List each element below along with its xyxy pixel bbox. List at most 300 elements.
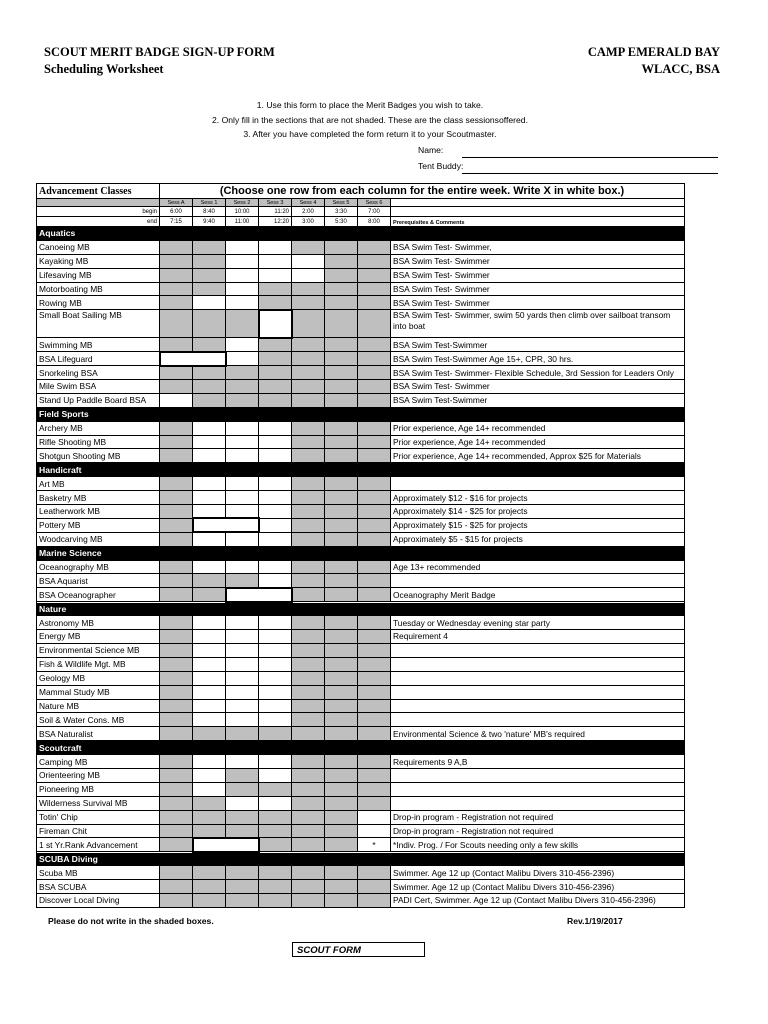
session-box[interactable]: [259, 491, 292, 505]
session-box[interactable]: [226, 352, 259, 366]
class-name: Fish & Wildlife Mgt. MB: [37, 657, 160, 671]
shaded-session-box: [160, 643, 193, 657]
table-row: [37, 268, 685, 282]
shaded-session-box: [358, 574, 391, 588]
session-box[interactable]: [226, 240, 259, 254]
prerequisite-note: Tuesday or Wednesday evening star party: [391, 616, 685, 630]
prerequisite-note: BSA Swim Test- Swimmer- Flexible Schedule, 3rd Session for Leaders Only: [391, 366, 685, 380]
class-name: Mile Swim BSA: [37, 380, 160, 394]
class-name: Soil & Water Cons. MB: [37, 713, 160, 727]
shaded-session-box: [160, 893, 193, 907]
class-name: Camping MB: [37, 755, 160, 769]
shaded-session-box: [259, 380, 292, 394]
shaded-session-box: [259, 824, 292, 838]
class-name: Mammal Study MB: [37, 685, 160, 699]
table-row: [37, 352, 685, 366]
prerequisite-note: Oceanography Merit Badge: [391, 588, 685, 602]
shaded-session-box: [325, 352, 358, 366]
shaded-session-box: [160, 768, 193, 782]
prerequisite-note: Approximately $14 - $25 for projects: [391, 505, 685, 519]
shaded-session-box: [325, 393, 358, 407]
begin-time: 2:00: [292, 207, 325, 217]
class-name: Rowing MB: [37, 296, 160, 310]
shaded-session-box: [226, 310, 259, 338]
session-box[interactable]: [193, 435, 226, 449]
session-box[interactable]: [193, 755, 226, 769]
shaded-session-box: [358, 505, 391, 519]
shaded-session-box: [358, 727, 391, 741]
session-box[interactable]: [259, 671, 292, 685]
shaded-session-box: [292, 491, 325, 505]
shaded-session-box: [325, 685, 358, 699]
shaded-session-box: [358, 393, 391, 407]
session-box[interactable]: [358, 810, 391, 824]
session-box[interactable]: [226, 796, 259, 810]
shaded-session-box: [292, 713, 325, 727]
shaded-session-box: [325, 477, 358, 491]
prerequisite-note: [391, 768, 685, 782]
instruction-line: 2. Only fill in the sections that are not shaded. These are the class sessionsoffered.: [212, 114, 528, 125]
session-box[interactable]: [193, 421, 226, 435]
shaded-session-box: [292, 380, 325, 394]
session-box[interactable]: [226, 755, 259, 769]
session-box[interactable]: [259, 713, 292, 727]
session-header-blank: [391, 199, 685, 207]
shaded-session-box: [292, 477, 325, 491]
category-row: [37, 741, 685, 755]
class-name: Snorkeling BSA: [37, 366, 160, 380]
session-box[interactable]: [193, 491, 226, 505]
begin-time: 3:30: [325, 207, 358, 217]
shaded-session-box: [226, 727, 259, 741]
shaded-session-box: [292, 560, 325, 574]
shaded-session-box: [160, 727, 193, 741]
prerequisite-note: *Indiv. Prog. / For Scouts needing only a few skills: [391, 838, 685, 852]
session-box[interactable]: [160, 352, 226, 366]
class-name: Orienteering MB: [37, 768, 160, 782]
shaded-session-box: [358, 435, 391, 449]
prerequisite-note: [391, 796, 685, 810]
shaded-session-box: [259, 893, 292, 907]
prerequisite-note: Prior experience, Age 14+ recommended, Approx $25 for Materials: [391, 449, 685, 463]
session-box[interactable]: [193, 657, 226, 671]
session-box[interactable]: [259, 310, 292, 338]
shaded-session-box: [325, 810, 358, 824]
shaded-session-box: [193, 796, 226, 810]
class-name: Nature MB: [37, 699, 160, 713]
end-time: 8:00: [358, 217, 391, 227]
prerequisite-note: BSA Swim Test-Swimmer Age 15+, CPR, 30 hrs.: [391, 352, 685, 366]
shaded-session-box: [292, 838, 325, 852]
shaded-session-box: [358, 796, 391, 810]
session-box[interactable]: [259, 532, 292, 546]
session-box[interactable]: [193, 713, 226, 727]
shaded-session-box: [193, 366, 226, 380]
shaded-session-box: [325, 630, 358, 644]
session-box[interactable]: [259, 685, 292, 699]
prerequisite-note: BSA Swim Test- Swimmer,: [391, 240, 685, 254]
class-name: Archery MB: [37, 421, 160, 435]
shaded-session-box: [259, 366, 292, 380]
shaded-session-box: [325, 449, 358, 463]
scout-form-label: SCOUT FORM: [292, 942, 425, 957]
shaded-session-box: [358, 449, 391, 463]
form-header: [44, 44, 275, 78]
tent-buddy-field[interactable]: [462, 173, 718, 174]
session-header: Sess 3: [259, 199, 292, 207]
session-box[interactable]: [226, 532, 259, 546]
shaded-session-box: [160, 755, 193, 769]
session-box[interactable]: [193, 296, 226, 310]
shaded-session-box: [193, 810, 226, 824]
shaded-session-box: [358, 240, 391, 254]
category-label: Aquatics: [37, 227, 685, 241]
table-row: [37, 685, 685, 699]
session-box[interactable]: [259, 254, 292, 268]
session-box[interactable]: [193, 616, 226, 630]
session-box[interactable]: [259, 643, 292, 657]
shaded-session-box: [325, 671, 358, 685]
end-time: 11:00: [226, 217, 259, 227]
table-row: [37, 491, 685, 505]
session-box[interactable]: [259, 630, 292, 644]
table-row: [37, 838, 685, 852]
session-box[interactable]: [226, 449, 259, 463]
session-box[interactable]: [259, 560, 292, 574]
class-name: Woodcarving MB: [37, 532, 160, 546]
shaded-session-box: [160, 282, 193, 296]
shaded-session-box: [358, 685, 391, 699]
shaded-session-box: [292, 296, 325, 310]
shaded-session-box: [193, 268, 226, 282]
prerequisite-note: [391, 713, 685, 727]
session-box[interactable]: [193, 477, 226, 491]
class-name: Stand Up Paddle Board BSA: [37, 393, 160, 407]
class-name: Rifle Shooting MB: [37, 435, 160, 449]
session-box[interactable]: [226, 685, 259, 699]
shaded-session-box: [358, 768, 391, 782]
session-box[interactable]: [226, 268, 259, 282]
shaded-session-box: [325, 268, 358, 282]
session-box[interactable]: [193, 768, 226, 782]
session-header: Sess 4: [292, 199, 325, 207]
session-box[interactable]: *: [358, 838, 391, 852]
shaded-session-box: [160, 810, 193, 824]
table-row: [37, 796, 685, 810]
shaded-session-box: [160, 380, 193, 394]
table-row: [37, 768, 685, 782]
session-box[interactable]: [193, 560, 226, 574]
session-box[interactable]: [226, 491, 259, 505]
shaded-session-box: [292, 685, 325, 699]
shaded-session-box: [160, 630, 193, 644]
camp-name: CAMP EMERALD BAY: [587, 45, 720, 59]
session-box[interactable]: [226, 560, 259, 574]
session-box[interactable]: [193, 699, 226, 713]
begin-time: 10:00: [226, 207, 259, 217]
name-field[interactable]: [462, 157, 718, 158]
class-name: BSA SCUBA: [37, 880, 160, 894]
shaded-session-box: [226, 768, 259, 782]
shaded-session-box: [358, 380, 391, 394]
shaded-session-box: [358, 560, 391, 574]
session-box[interactable]: [226, 616, 259, 630]
shaded-session-box: [358, 421, 391, 435]
shaded-session-box: [160, 338, 193, 352]
end-time: 7:15: [160, 217, 193, 227]
shaded-session-box: [292, 449, 325, 463]
prerequisite-note: Swimmer. Age 12 up (Contact Malibu Divers 310-456-2396): [391, 880, 685, 894]
shaded-session-box: [160, 560, 193, 574]
shaded-session-box: [292, 616, 325, 630]
name-label: Name:: [418, 145, 444, 155]
shaded-session-box: [325, 643, 358, 657]
shaded-session-box: [325, 616, 358, 630]
shaded-session-box: [358, 338, 391, 352]
shaded-session-box: [292, 310, 325, 338]
shaded-session-box: [325, 254, 358, 268]
shaded-session-box: [160, 518, 193, 532]
shaded-session-box: [292, 352, 325, 366]
shaded-session-box: [325, 699, 358, 713]
session-box[interactable]: [226, 282, 259, 296]
session-box[interactable]: [193, 449, 226, 463]
session-box[interactable]: [259, 477, 292, 491]
begin-time: 7:00: [358, 207, 391, 217]
prerequisite-note: BSA Swim Test- Swimmer: [391, 282, 685, 296]
session-box[interactable]: [226, 296, 259, 310]
prerequisite-note: PADI Cert, Swimmer. Age 12 up (Contact Malibu Divers 310-456-2396): [391, 893, 685, 907]
session-box[interactable]: [259, 518, 292, 532]
instruction-line: 1. Use this form to place the Merit Badges you wish to take.: [256, 100, 484, 110]
shaded-session-box: [160, 588, 193, 602]
session-box[interactable]: [259, 268, 292, 282]
begin-label: begin: [37, 207, 160, 217]
session-box[interactable]: [259, 616, 292, 630]
session-box[interactable]: [358, 824, 391, 838]
shaded-session-box: [160, 880, 193, 894]
session-box[interactable]: [259, 240, 292, 254]
shaded-session-box: [358, 699, 391, 713]
shaded-session-box: [325, 588, 358, 602]
table-row: [37, 755, 685, 769]
session-box[interactable]: [193, 518, 259, 532]
shaded-session-box: [193, 310, 226, 338]
shaded-session-box: [358, 296, 391, 310]
session-box[interactable]: [226, 713, 259, 727]
shaded-session-box: [259, 838, 292, 852]
prerequisite-note: BSA Swim Test- Swimmer: [391, 296, 685, 310]
session-header: Sess 1: [193, 199, 226, 207]
shaded-session-box: [160, 574, 193, 588]
table-row: [37, 532, 685, 546]
session-box[interactable]: [226, 671, 259, 685]
shaded-session-box: [292, 727, 325, 741]
shaded-session-box: [160, 505, 193, 519]
tent-buddy-label: Tent Buddy:: [418, 161, 464, 171]
session-box[interactable]: [226, 477, 259, 491]
table-row: [37, 574, 685, 588]
shaded-session-box: [292, 435, 325, 449]
shaded-session-box: [325, 282, 358, 296]
shaded-session-box: [292, 393, 325, 407]
prerequisite-note: BSA Swim Test- Swimmer: [391, 254, 685, 268]
table-row: [37, 240, 685, 254]
session-box[interactable]: [259, 449, 292, 463]
prerequisite-note: BSA Swim Test-Swimmer: [391, 393, 685, 407]
prerequisite-note: [391, 643, 685, 657]
end-time: 9:40: [193, 217, 226, 227]
shaded-session-box: [292, 630, 325, 644]
class-name: Discover Local Diving: [37, 893, 160, 907]
shaded-session-box: [292, 643, 325, 657]
shaded-session-box: [358, 310, 391, 338]
shaded-session-box: [325, 893, 358, 907]
session-box[interactable]: [226, 435, 259, 449]
session-box[interactable]: [193, 685, 226, 699]
session-box[interactable]: [226, 699, 259, 713]
shaded-session-box: [325, 421, 358, 435]
shaded-session-box: [358, 491, 391, 505]
shaded-session-box: [358, 755, 391, 769]
session-box[interactable]: [226, 657, 259, 671]
shaded-session-box: [259, 866, 292, 880]
prerequisite-note: [391, 699, 685, 713]
schedule-table: [36, 183, 685, 908]
session-box[interactable]: [259, 657, 292, 671]
session-box[interactable]: [226, 254, 259, 268]
table-row: [37, 421, 685, 435]
prerequisite-note: BSA Swim Test- Swimmer: [391, 380, 685, 394]
shaded-session-box: [292, 366, 325, 380]
council-name: WLACC, BSA: [641, 62, 720, 76]
class-name: BSA Naturalist: [37, 727, 160, 741]
session-header-blank: [37, 199, 160, 207]
shaded-session-box: [160, 616, 193, 630]
table-row: [37, 727, 685, 741]
shaded-session-box: [325, 796, 358, 810]
session-box[interactable]: [160, 393, 193, 407]
shaded-session-box: [325, 240, 358, 254]
shaded-session-box: [160, 782, 193, 796]
table-row: [37, 282, 685, 296]
shaded-session-box: [226, 574, 259, 588]
shaded-session-box: [292, 282, 325, 296]
session-header-row: [37, 199, 685, 207]
table-row: [37, 310, 685, 338]
session-box[interactable]: [193, 671, 226, 685]
session-box[interactable]: [193, 838, 259, 852]
session-box[interactable]: [259, 435, 292, 449]
shaded-session-box: [292, 657, 325, 671]
shaded-session-box: [160, 838, 193, 852]
category-row: [37, 407, 685, 421]
shaded-session-box: [358, 282, 391, 296]
class-name: Environmental Science MB: [37, 643, 160, 657]
session-box[interactable]: [259, 574, 292, 588]
end-time: 12:20: [259, 217, 292, 227]
session-box[interactable]: [193, 532, 226, 546]
shaded-session-box: [160, 449, 193, 463]
table-row: [37, 713, 685, 727]
class-name: Totin' Chip: [37, 810, 160, 824]
session-box[interactable]: [259, 768, 292, 782]
category-row: [37, 227, 685, 241]
shaded-session-box: [292, 866, 325, 880]
prerequisites-header: Prerequisites & Comments: [391, 217, 685, 227]
session-box[interactable]: [193, 643, 226, 657]
shaded-session-box: [160, 866, 193, 880]
shaded-session-box: [325, 727, 358, 741]
class-name: Shotgun Shooting MB: [37, 449, 160, 463]
session-box[interactable]: [292, 268, 325, 282]
session-box[interactable]: [193, 505, 226, 519]
table-row: [37, 449, 685, 463]
table-row: [37, 518, 685, 532]
session-header: Sess 5: [325, 199, 358, 207]
shaded-session-box: [292, 574, 325, 588]
class-name: Oceanography MB: [37, 560, 160, 574]
session-box[interactable]: [226, 630, 259, 644]
session-box[interactable]: [259, 699, 292, 713]
shaded-session-box: [226, 366, 259, 380]
session-box[interactable]: [193, 630, 226, 644]
class-name: Lifesaving MB: [37, 268, 160, 282]
shaded-session-box: [160, 713, 193, 727]
prerequisite-note: Requirements 9 A,B: [391, 755, 685, 769]
session-box[interactable]: [226, 505, 259, 519]
shaded-session-box: [259, 727, 292, 741]
shaded-session-box: [160, 824, 193, 838]
prerequisite-note: Drop-in program - Registration not required: [391, 824, 685, 838]
shaded-session-box: [325, 491, 358, 505]
prerequisite-note: Swimmer. Age 12 up (Contact Malibu Divers 310-456-2396): [391, 866, 685, 880]
table-row: [37, 435, 685, 449]
session-box[interactable]: [193, 782, 226, 796]
prerequisite-note: Requirement 4: [391, 630, 685, 644]
table-row: [37, 630, 685, 644]
begin-time: 8:40: [193, 207, 226, 217]
session-box[interactable]: [226, 588, 292, 602]
shaded-session-box: [160, 796, 193, 810]
table-row: [37, 657, 685, 671]
session-box[interactable]: [259, 796, 292, 810]
prerequisite-note: Approximately $5 - $15 for projects: [391, 532, 685, 546]
shaded-session-box: [325, 532, 358, 546]
shaded-session-box: [358, 643, 391, 657]
table-row: [37, 616, 685, 630]
session-box[interactable]: [226, 643, 259, 657]
end-time: 3:00: [292, 217, 325, 227]
shaded-session-box: [193, 338, 226, 352]
class-name: Scuba MB: [37, 866, 160, 880]
revision-date: Rev.1/19/2017: [567, 916, 623, 926]
prerequisite-note: Prior experience, Age 14+ recommended: [391, 435, 685, 449]
advancement-header: Advancement Classes: [37, 184, 160, 199]
shaded-session-box: [358, 782, 391, 796]
session-box[interactable]: [259, 755, 292, 769]
session-box[interactable]: [259, 421, 292, 435]
session-box[interactable]: [226, 338, 259, 352]
shaded-session-box: [325, 518, 358, 532]
session-box[interactable]: [259, 505, 292, 519]
prerequisite-note: BSA Swim Test- Swimmer, swim 50 yards then climb over sailboat transom into boat: [391, 310, 685, 338]
shaded-session-box: [193, 240, 226, 254]
shaded-session-box: [292, 240, 325, 254]
category-label: SCUBA Diving: [37, 852, 685, 866]
session-box[interactable]: [226, 421, 259, 435]
session-box[interactable]: [292, 254, 325, 268]
